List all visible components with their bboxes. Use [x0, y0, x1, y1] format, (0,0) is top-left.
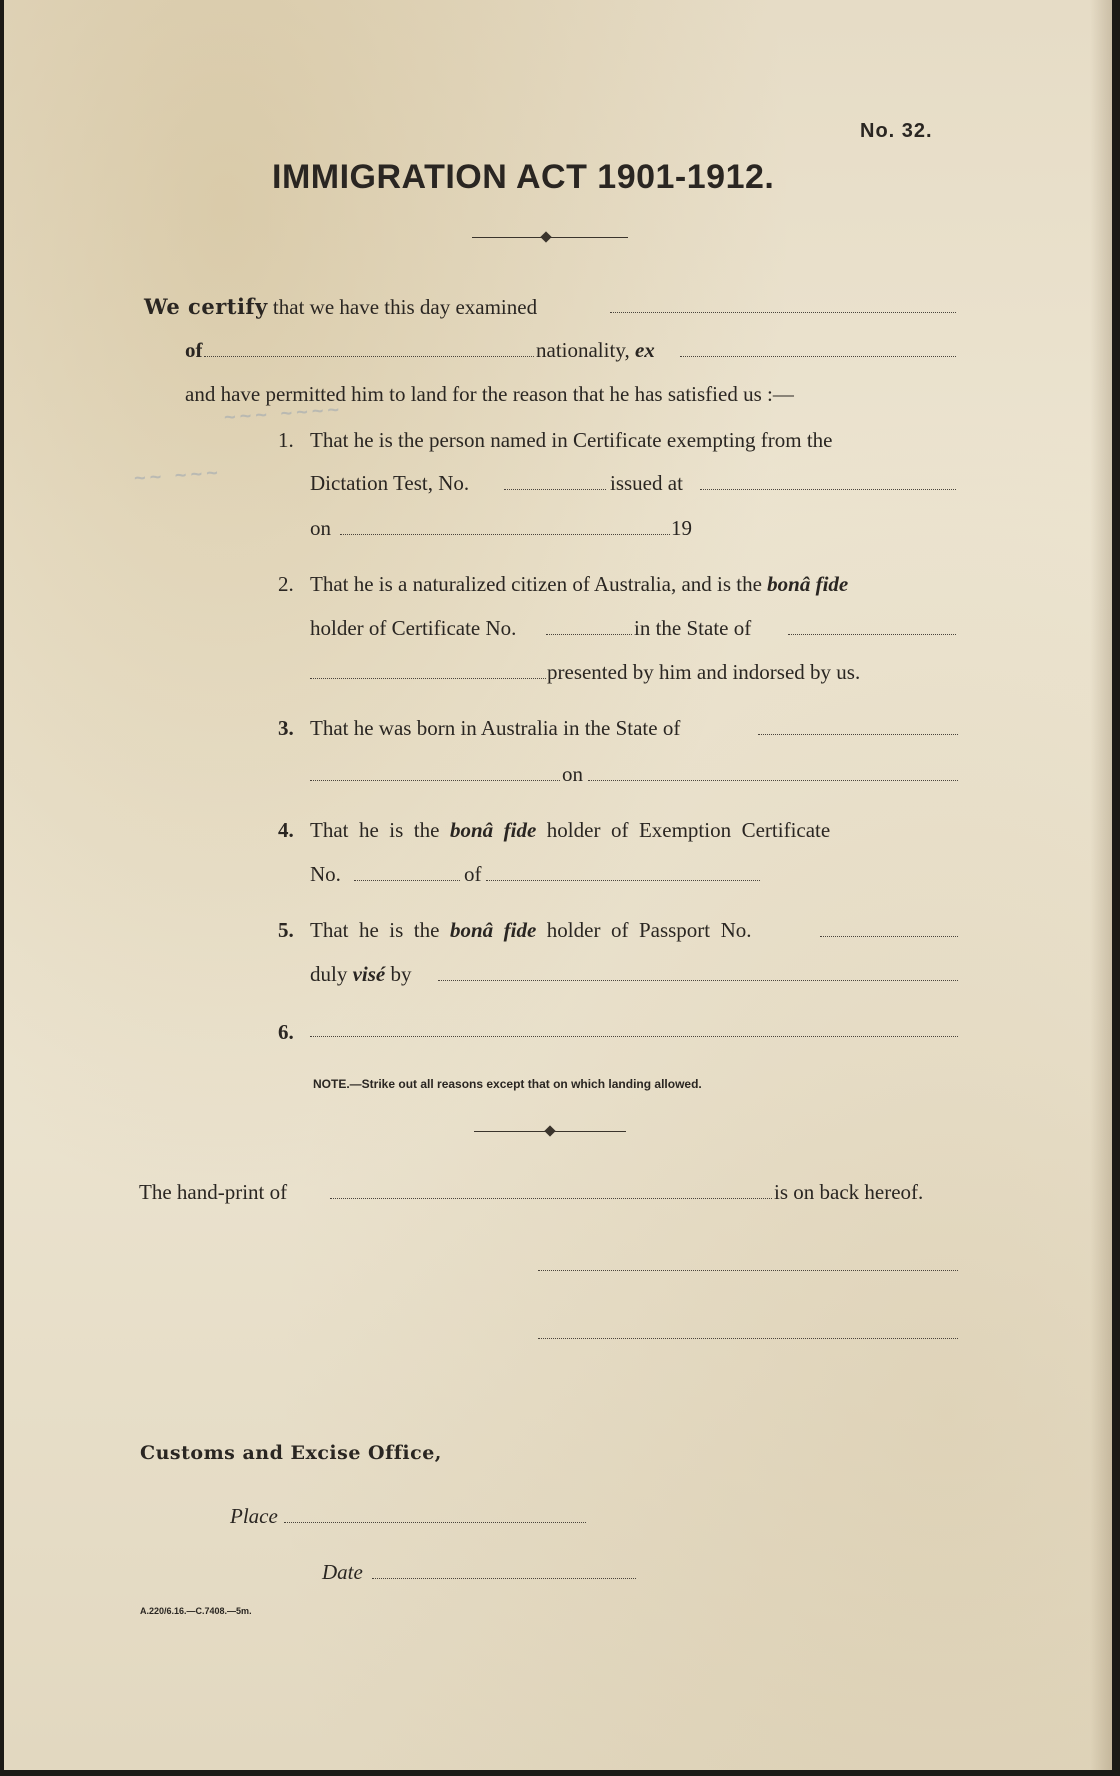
signature-line-1[interactable]	[538, 1270, 958, 1271]
note-label: NOTE.	[313, 1077, 350, 1091]
date-field[interactable]	[372, 1578, 636, 1579]
presented-field[interactable]	[310, 678, 546, 679]
place-field[interactable]	[284, 1522, 586, 1523]
handprint-prefix: The hand-print of	[139, 1180, 288, 1204]
duly-vise-label: duly visé by	[310, 962, 412, 986]
reason-4-no-label: No.	[310, 862, 341, 886]
reason-2-state-field[interactable]	[788, 634, 956, 635]
reason-2-number: 2.	[278, 572, 294, 596]
certify-opening: We certify	[144, 294, 268, 319]
issued-at-field[interactable]	[700, 489, 956, 490]
reason-1-date-field[interactable]	[340, 534, 670, 535]
certify-line	[144, 296, 537, 318]
place-label: Place	[230, 1504, 278, 1528]
handprint-suffix: is on back hereof.	[774, 1180, 924, 1204]
certificate-page	[4, 0, 1112, 1770]
vise-term: visé	[352, 962, 386, 986]
nationality-ex-field[interactable]	[680, 356, 956, 357]
naturalization-certificate-field[interactable]	[546, 634, 632, 635]
reason-1-text: That he is the person named in Certificate exempting from the	[310, 428, 833, 452]
reason-1-on-label: on	[310, 516, 331, 540]
of-place-field[interactable]	[204, 356, 534, 357]
handprint-name-field[interactable]	[330, 1198, 772, 1199]
page-title: IMMIGRATION ACT 1901-1912.	[272, 158, 775, 196]
note-text: —Strike out all reasons except that on which landing allowed.	[349, 1077, 702, 1091]
dictation-test-number-field[interactable]	[504, 489, 606, 490]
signature-line-2[interactable]	[538, 1338, 958, 1339]
print-code: A.220/6.16.—C.7408.—5m.	[140, 1606, 252, 1616]
in-state-label: in the State of	[634, 616, 752, 640]
passport-number-field[interactable]	[820, 936, 958, 937]
holder-certificate-label: holder of Certificate No.	[310, 616, 517, 640]
reason-4-of-label: of	[464, 862, 482, 886]
year-prefix: 19	[671, 516, 692, 540]
reason-4-text: That he is the bonâ fide holder of Exemption Certificate	[310, 818, 831, 842]
presented-text: presented by him and indorsed by us.	[547, 660, 861, 684]
certify-opening-rest: that we have this day examined	[272, 295, 538, 319]
paper-edge-shadow	[1090, 0, 1112, 1770]
vise-by-field[interactable]	[438, 980, 958, 981]
permitted-text: and have permitted him to land for the reason that he has satisfied us :—	[185, 382, 794, 406]
faint-stamp-mark-2: ~~ ~~~	[133, 461, 223, 491]
date-label: Date	[322, 1560, 363, 1584]
exemption-certificate-number-field[interactable]	[354, 880, 460, 881]
of-label: of	[185, 338, 203, 362]
reason-5-text: That he is the bonâ fide holder of Passport No.	[310, 918, 752, 942]
dictation-test-label: Dictation Test, No.	[310, 471, 470, 495]
reason-2-text: That he is a naturalized citizen of Australia, and is the bonâ fide	[310, 572, 849, 596]
bona-fide-term-5: bonâ fide	[449, 918, 537, 942]
birth-date-field[interactable]	[588, 780, 958, 781]
ex-label: ex	[634, 338, 655, 362]
reason-3-on-label: on	[562, 762, 583, 786]
note	[313, 1077, 702, 1091]
bona-fide-term: bonâ fide	[767, 572, 849, 596]
nationality-label: nationality, ex	[536, 338, 655, 362]
faint-stamp-mark: ~~~ ~~~~	[223, 398, 344, 430]
reason-5-number: 5.	[278, 918, 294, 942]
birth-place-field[interactable]	[310, 780, 560, 781]
issued-at-label: issued at	[610, 471, 683, 495]
reason-6-number: 6.	[278, 1020, 294, 1044]
birth-state-field[interactable]	[758, 734, 958, 735]
bona-fide-term-4: bonâ fide	[449, 818, 537, 842]
examined-name-field[interactable]	[610, 312, 956, 313]
exemption-certificate-of-field[interactable]	[486, 880, 760, 881]
reason-4-number: 4.	[278, 818, 294, 842]
form-number: No. 32.	[860, 120, 933, 142]
reason-3-text: That he was born in Australia in the State of	[310, 716, 681, 740]
reason-3-number: 3.	[278, 716, 294, 740]
customs-office-label: Customs and Excise Office,	[140, 1442, 442, 1464]
reason-6-field[interactable]	[310, 1036, 958, 1037]
reason-1-number: 1.	[278, 428, 294, 452]
